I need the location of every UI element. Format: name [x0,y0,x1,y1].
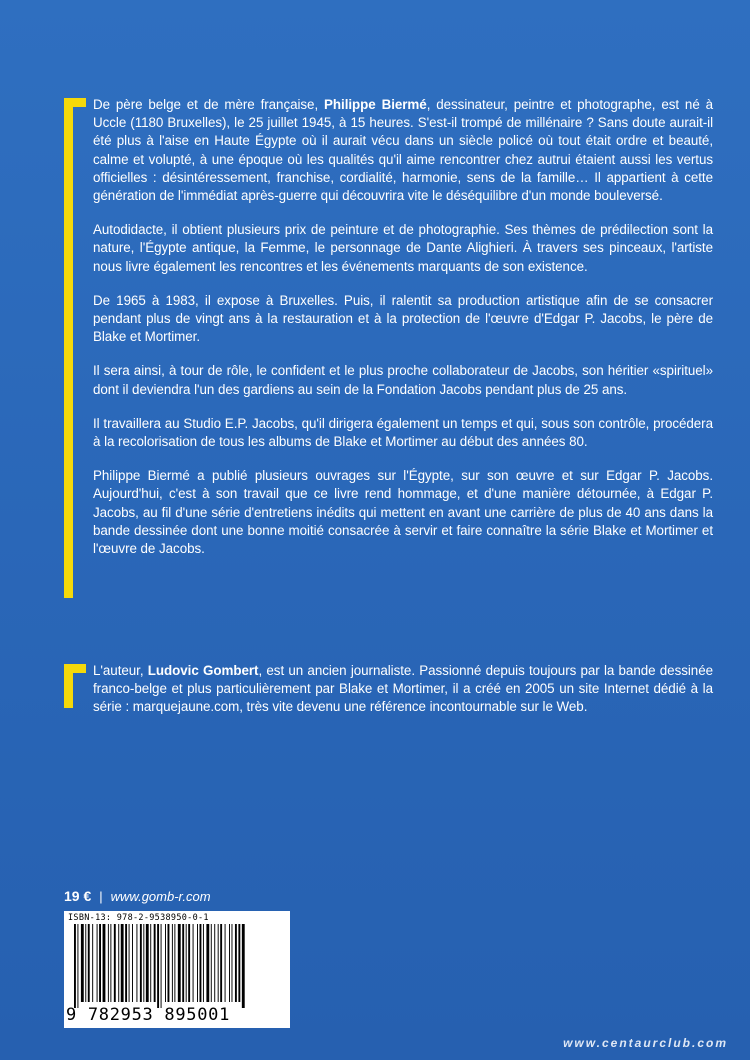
barcode-bar [242,924,245,1008]
barcode-box [64,911,290,1028]
barcode-bar [168,924,170,1002]
barcode-bar [157,924,159,1008]
separator: | [99,889,103,904]
barcode-bar [150,924,151,1002]
bio-paragraph-2: Autodidacte, il obtient plusieurs prix de peinture et de photographie. Ses thèmes de prédilection sont la nature, l'Égypte antique, la Femme, le personnage de Dante Alighieri. À travers ses pinceaux, l'artiste nous livre également les rencontres et les événements marquants de son existence. [93,222,713,274]
author-paragraph [93,662,713,717]
bio-paragraph-5: Il travaillera au Studio E.P. Jacobs, qu'il dirigera également un temps et qui, sous son contrôle, procédera à la recolorisation de tous les albums de Blake et Mortimer au début des années 80. [93,415,713,450]
barcode-bar [174,924,175,1002]
bio-p1-lead: De père belge et de mère française, [93,97,325,112]
barcode-bar [125,924,127,1002]
barcode-bar [165,924,166,1002]
barcode-bar [172,924,173,1002]
barcode-bar [97,924,98,1002]
barcode-bar [232,924,233,1002]
bio-paragraph-4: Il sera ainsi, à tour de rôle, le confident et le plus proche collaborateur de Jacobs, son héritier «spirituel» dont il deviendra l'un des gardiens au sein de la Fondation Jacobs pendant plus de 25 ans. [93,363,713,397]
watermark: www.centaurclub.com [563,1036,728,1050]
barcode-bar [206,924,209,1002]
barcode-bar [108,924,109,1002]
author-body: , est un ancien journaliste. Passionné depuis toujours par la bande dessinée franco-belge et plus particulièrement par Blake et Mortimer, il a créé en 2005 un site Internet dédié à la série : marquejaune.com, très vite devenu une référence incontournable sur le Web. [93,663,713,715]
bio-paragraph-3: De 1965 à 1983, il expose à Bruxelles. Puis, il ralentit sa production artistique afin de se consacrer pendant plus de vingt ans à la restauration et à la protection de l'œuvre d'Edgar P. Jacobs, le père de Blake et Mortimer. [93,292,713,345]
biography [93,96,713,558]
barcode-bar [121,924,124,1002]
bio-paragraph-6: Philippe Biermé a publié plusieurs ouvrages sur l'Égypte, sur son œuvre et sur Edgar P. Jacobs. Aujourd'hui, c'est à son travail que ce livre rend hommage, et d'une manière détournée, à Edgar P. Jacobs, au fil d'une série d'entretiens inédits qui mettent en avant une carrière de plus de 40 ans dans la bande dessinée dont une bonne moitié consacrée à servir et faire connaître la série Blake et Mortimer et l'œuvre de Jacobs. [93,468,713,557]
barcode-bar [99,924,101,1002]
barcode-bar [110,924,111,1002]
barcode-bar [188,924,190,1002]
subject-name: Philippe Biermé [324,97,427,112]
barcode-bar [92,924,93,1002]
publisher-url: www.gomb-r.com [110,889,211,904]
author-note [93,662,713,717]
barcode-bar [229,924,230,1002]
isbn-label: ISBN-13: 978-2-9538950-0-1 [68,913,209,923]
barcode-bar [225,924,226,1002]
barcode-bar [178,924,181,1002]
accent-bar-author-tab [64,664,86,673]
barcode-bar [85,924,86,1002]
barcode-bar [220,924,222,1002]
accent-bar-bio [64,98,73,598]
barcode-bar [114,924,116,1002]
barcode-bar [211,924,212,1002]
price: 19 € [64,888,92,904]
barcode-bar [200,924,202,1002]
bio-paragraph-1 [93,96,713,205]
barcode-bar [132,924,133,1002]
barcode-bar [74,924,76,1008]
barcode-bar [81,924,84,1002]
barcode-bar [161,924,162,1008]
barcode-digits: 9 782953 895001 [66,1005,231,1025]
barcode-bar [129,924,130,1002]
barcode-bar [118,924,119,1002]
barcode-bar [146,924,149,1002]
author-lead: L'auteur, [93,663,148,678]
barcode-bar [77,924,78,1008]
barcode-bar [235,924,237,1002]
barcode-bar [136,924,137,1002]
barcode-bar [88,924,90,1002]
barcode-bar [193,924,194,1002]
barcode-bar [218,924,219,1002]
barcode-bar [154,924,156,1002]
barcode-bar [214,924,215,1002]
author-name: Ludovic Gombert [147,663,259,678]
barcode-bar [140,924,142,1002]
barcode-bar [182,924,184,1002]
barcode-bar [197,924,198,1002]
accent-bar-bio-tab [64,98,86,107]
barcode-bar [143,924,144,1002]
barcode-icon [74,924,280,1008]
barcode-bar [203,924,204,1002]
barcode-bar [186,924,187,1002]
barcode-bar [103,924,106,1002]
price-line [64,888,211,904]
bio-p1-body: , dessinateur, peintre et photographe, est né à Uccle (1180 Bruxelles), le 25 juillet 1945, à 15 heures. S'est-il trompé de millénaire ? Sans doute aurait-il été plus à l'aise en Haute Égypte où il aurait vécu dans un siècle policé où tout était ordre et beauté, calme et volupté, à une époque où les qualités qu'il aime rencontrer chez autrui étaient aussi les vertus officielles : désintéressement, franchise, cordialité, harmonie, sens de la famille… Il appartient à cette génération de l'immédiat après-guerre qui découvrira vite le déséquilibre d'un monde bouleversé. [93,97,714,204]
barcode-bar [238,924,240,1002]
